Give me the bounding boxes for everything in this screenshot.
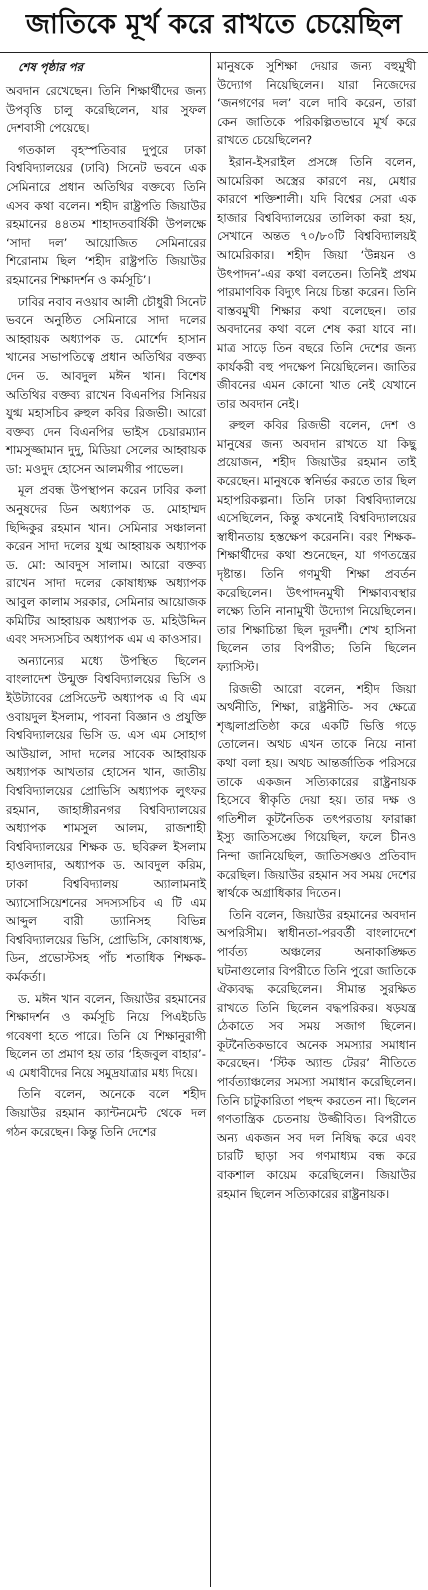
paragraph: তিনি বলেন, অনেকে বলে শহীদ জিয়াউর রহমান ক্যান্টনমেন্ট থেকে দল গঠন করেছেন। কিন্তু তিনি দেশের [6, 1087, 206, 1139]
headline: জাতিকে মূর্খ করে রাখতে চেয়েছিল [0, 0, 428, 53]
paragraph: মানুষকে সুশিক্ষা দেয়ার জন্য বহুমুখী উদ্যোগ নিয়েছিলেন। যারা নিজেদের ‘জনগণের দল’ বলে দাবি করেন, তারা কেন জাতিকে পরিকল্পিতভাবে মূর্খ করে রাখতে চেয়েছিলেন? [217, 59, 416, 148]
continuation-kicker: শেষ পৃষ্ঠার পর [18, 60, 83, 74]
paragraph: ঢাবির নবাব নওয়াব আলী চৌধুরী সিনেট ভবনে অনুষ্ঠিত সেমিনারে সাদা দলের আহ্বায়ক অধ্যাপক ড. মোর্শেদ হাসান খানের সভাপতিত্বে প্রধান অতিথির বক্তব্য দেন ড. আবদুল মঈন খান। বিশেষ অতিথির বক্তব্য রাখেন বিএনপির সিনিয়র যুগ্ম মহাসচিব রুহুল কবির রিজভী। আরো বক্তব্য দেন বিএনপির ভাইস চেয়ারম্যান শামসুজ্জামান দুদু, মিডিয়া সেলের আহ্বায়ক ডা: মওদুদ হোসেন আলমগীর পাভেল। [6, 294, 206, 476]
paragraph: গতকাল বৃহস্পতিবার দুপুরে ঢাকা বিশ্ববিদ্যালয়ের (ঢাবি) সিনেট ভবনে এক সেমিনারে প্রধান অতিথির বক্তব্যে তিনি এসব কথা বলেন। শহীদ রাষ্ট্রপতি জিয়াউর রহমানের ৪৪তম শাহাদতবার্ষিকী উপলক্ষে ‘সাদা দল’ আয়োজিত সেমিনারের শিরোনাম ছিল ‘শহীদ রাষ্ট্রপতি জিয়াউর রহমানের শিক্ষাদর্শন ও কর্মসূচি’। [6, 142, 206, 287]
paragraph: রিজভী আরো বলেন, শহীদ জিয়া অর্থনীতি, শিক্ষা, রাষ্ট্রনীতি- সব ক্ষেত্রে শৃঙ্খলাপ্রতিষ্ঠা করে একটি ভিত্তি গড়ে তোলেন। অথচ এখন তাকে নিয়ে নানা কথা বলা হয়। অথচ আন্তর্জাতিক পরিসরে তাকে একজন সত্যিকারের রাষ্ট্রনায়ক হিসেবে স্বীকৃতি দেয়া হয়। তার দক্ষ ও গতিশীল কূটনৈতিক তৎপরতায় ফারাক্কা ইস্যু জাতিসঙ্ঘে গিয়েছিল, ফলে চীনও নিন্দা জানিয়েছিল, জাতিসঙ্ঘও প্রতিবাদ করেছিল। জিয়াউর রহমান সব সময় দেশের স্বার্থকে অগ্রাধিকার দিতেন। [217, 681, 416, 901]
left-column [0, 53, 210, 1587]
paragraph: অবদান রেখেছেন। তিনি শিক্ষার্থীদের জন্য উপবৃত্তি চালু করেছিলেন, যার সুফল দেশবাসী পেয়েছে। [6, 84, 206, 136]
paragraph: মূল প্রবন্ধ উপস্থাপন করেন ঢাবির কলা অনুষদের ডিন অধ্যাপক ড. মোহাম্মদ ছিদ্দিকুর রহমান খান। সেমিনার সঞ্চালনা করেন সাদা দলের যুগ্ম আহ্বায়ক অধ্যাপক ড. মো: আবদুস সালাম। আরো বক্তব্য রাখেন সাদা দলের কোষাধ্যক্ষ অধ্যাপক আবুল কালাম সরকার, সেমিনার আয়োজক কমিটির আহ্বায়ক অধ্যাপক ড. মহিউদ্দিন এবং সদস্যসচিব অধ্যাপক এম এ কাওসার। [6, 483, 206, 647]
paragraph: অন্যান্যের মধ্যে উপস্থিত ছিলেন বাংলাদেশ উন্মুক্ত বিশ্ববিদ্যালয়ের ভিসি ও ইউট্যাবের প্রেসিডেন্ট অধ্যাপক এ বি এম ওবায়দুল ইসলাম, পাবনা বিজ্ঞান ও প্রযুক্তি বিশ্ববিদ্যালয়ের ভিসি ড. এস এম সোহাগ আউয়াল, সাদা দলের সাবেক আহ্বায়ক অধ্যাপক আখতার হোসেন খান, জাতীয় বিশ্ববিদ্যালয়ের প্রোভিসি অধ্যাপক লুৎফর রহমান, জাহাঙ্গীরনগর বিশ্ববিদ্যালয়ের অধ্যাপক শামসুল আলম, রাজশাহী বিশ্ববিদ্যালয়ের শিক্ষক ড. ছবিরুল ইসলাম হাওলাদার, অধ্যাপক ড. আবদুল করিম, ঢাকা বিশ্ববিদ্যালয় অ্যালামনাই অ্যাসোসিয়েশনের সদস্যসচিব এ টি এম আব্দুল বারী ড্যানিসহ বিভিন্ন বিশ্ববিদ্যালয়ের ভিসি, প্রোভিসি, কোষাধ্যক্ষ, ডিন, প্রভোস্টসহ পাঁচ শতাধিক শিক্ষক-কর্মকর্তা। [6, 653, 206, 984]
paragraph: রুহুল কবির রিজভী বলেন, দেশ ও মানুষের জন্য অবদান রাখতে যা কিছু প্রয়োজন, শহীদ জিয়াউর রহমান তাই করেছেন। মানুষকে স্বনির্ভর করতে তার ছিল মহাপরিকল্পনা। তিনি ঢাকা বিশ্ববিদ্যালয়ে এসেছিলেন, কিন্তু কখনোই বিশ্ববিদ্যালয়ের স্বাধীনতায় হস্তক্ষেপ করেননি। বরং শিক্ষক-শিক্ষার্থীদের কথা শুনেছেন, যা গণতন্ত্রের দৃষ্টান্ত। তিনি গণমুখী শিক্ষা প্রবর্তন করেছিলেন। উৎপাদনমুখী শিক্ষাব্যবস্থার লক্ষ্যে তিনি নানামুখী উদ্যোগ নিয়েছিলেন। তার শিক্ষাচিন্তা ছিল দূরদর্শী। শেখ হাসিনা ছিলেন তার বিপরীত; তিনি ছিলেন ফ্যাসিস্ট। [217, 418, 416, 674]
paragraph: ড. মঈন খান বলেন, জিয়াউর রহমানের শিক্ষাদর্শন ও কর্মসূচি নিয়ে পিএইচডি গবেষণা হতে পারে। তিনি যে শিক্ষানুরাগী ছিলেন তা প্রমাণ হয় তার ‘হিজবুল বাহার’-এ মেধাবীদের নিয়ে সমুদ্রযাত্রার মধ্য দিয়ে। [6, 991, 206, 1080]
paragraph: ইরান-ইসরাইল প্রসঙ্গে তিনি বলেন, আমেরিকা অস্ত্রের কারণে নয়, মেধার কারণে শক্তিশালী। যদি বিশ্বের সেরা এক হাজার বিশ্ববিদ্যালয়ের তালিকা করা হয়, সেখানে অন্তত ৭০/৮০টি বিশ্ববিদ্যালয়ই আমেরিকার। শহীদ জিয়া ‘উন্নয়ন ও উৎপাদন’-এর কথা বলতেন। তিনিই প্রথম পারমাণবিক বিদ্যুৎ নিয়ে চিন্তা করেন। তিনি বাস্তবমুখী শিক্ষার কথা বলেছেন। তার অবদানের কথা বলে শেষ করা যাবে না। মাত্র সাড়ে তিন বছরে তিনি দেশের জন্য কার্যকরী বহু পদক্ষেপ নিয়েছিলেন। জাতির জীবনের এমন কোনো খাত নেই যেখানে তার অবদান নেই। [217, 154, 416, 411]
paragraph: তিনি বলেন, জিয়াউর রহমানের অবদান অপরিসীম। স্বাধীনতা-পরবর্তী বাংলাদেশে পার্বত্য অঞ্চলের অনাকাঙ্ক্ষিত ঘটনাগুলোর বিপরীতে তিনি পুরো জাতিকে ঐক্যবদ্ধ করেছিলেন। সীমান্ত সুরক্ষিত রাখতে তিনি ছিলেন বদ্ধপরিকর। ষড়যন্ত্র ঠেকাতে সব সময় সজাগ ছিলেন। কূটনৈতিকভাবে অনেক সমস্যার সমাধান করেছেন। ‘স্টিক অ্যান্ড টেরর’ নীতিতে পার্বত্যাঞ্চলের সমস্যা সমাধান করেছিলেন। তিনি চাটুকারিতা পছন্দ করতেন না। ছিলেন গণতান্ত্রিক চেতনায় উজ্জীবিত। বিপরীতে অন্য একজন সব দল নিষিদ্ধ করে এবং চারটি ছাড়া সব গণমাধ্যম বন্ধ করে বাকশাল কায়েম করেছিলেন। জিয়াউর রহমান ছিলেন সত্যিকারের রাষ্ট্রনায়ক। [217, 907, 416, 1201]
article-body [0, 53, 428, 1587]
right-column [210, 53, 420, 1587]
